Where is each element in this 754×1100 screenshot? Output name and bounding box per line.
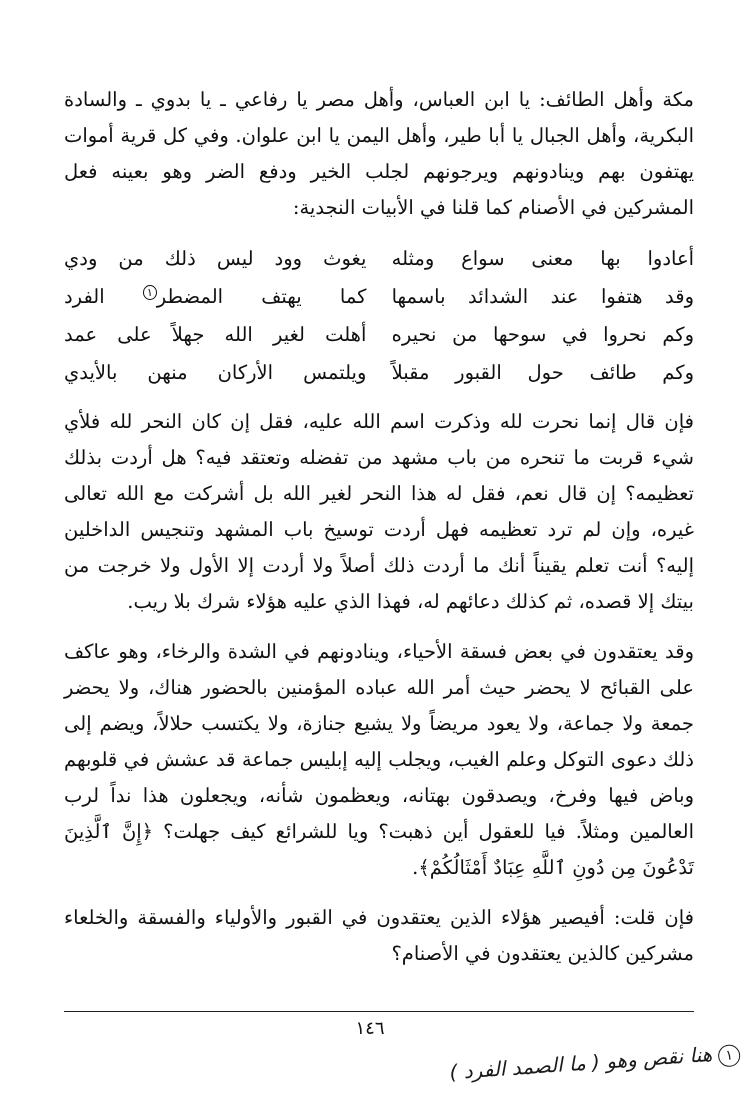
- verse-second-hemistich: [64, 278, 366, 316]
- verse-row: [64, 240, 694, 278]
- verse-text: الفرد: [64, 285, 105, 308]
- verse-text: كما يهتف المضطر: [156, 285, 367, 308]
- handwritten-footnote: [360, 1040, 741, 1092]
- verse-row: [64, 354, 694, 392]
- footnote-divider: [64, 1011, 694, 1012]
- verse-first-hemistich: وكم طائف حول القبور مقبلاً: [391, 361, 694, 384]
- verse-row: [64, 316, 694, 354]
- footnote-marker: ١: [143, 285, 157, 300]
- verse-first-hemistich: أعادوا بها معنى سواع ومثله: [391, 247, 694, 270]
- verse-row: [64, 278, 694, 316]
- paragraph-sacrifice: فإن قال إنما نحرت لله وذكرت اسم الله عليه، فقل إن كان النحر لله فلأي شيء قربت ما تنحره من باب مشهد من تفضله وتعتقد فيه؟ هل أردت بذلك تعظيمه؟ إن قال نعم، فقل له هذا النحر لغير الله بل أشركت مع الله تعالى غيره، وإن لم ترد تعظيمه فهل أردت توسيخ باب المشهد وتنجيس الداخلين إليه؟ أنت تعلم يقيناً أنك ما أردت ذلك أصلاً ولا أردت إلا الأول ولا خرجت من بيتك إلا قصده، ثم كذلك دعائهم له، فهذا الذي عليه هؤلاء شرك بلا ريب.: [64, 410, 694, 613]
- verse-first-hemistich: وقد هتفوا عند الشدائد باسمها: [391, 285, 694, 308]
- verse-second-hemistich: ويلتمس الأركان منهن بالأيدي: [64, 361, 367, 384]
- verse-second-hemistich: أهلت لغير الله جهلاً على عمد: [64, 323, 367, 346]
- paragraph-living-sinners: وقد يعتقدون في بعض فسقة الأحياء، وينادونهم في الشدة والرخاء، وهو عاكف على القبائح لا يحضر حيث أمر الله عباده المؤمنين بالحضور هناك، ولا يحضر جمعة ولا جماعة، ولا يعود مريضاً ولا يشيع جنازة، ولا يكتسب حلالاً، ويضم إلى ذلك دعوى التوكل وعلم الغيب، ويجلب إليه إبليس جماعة قد عشش في قلوبهم وباض فيها وفرخ، ويصدقون بهتانه، ويعظمون شأنه، ويجعلون هذا نداً لرب العالمين ومثلاً. فيا للعقول أين ذهبت؟ ويا للشرائع كيف جهلت؟ ﴿إِنَّ ٱلَّذِينَ تَدْعُونَ مِن دُونِ ٱللَّهِ عِبَادٌ أَمْثَالُكُمْ﴾.: [64, 640, 694, 879]
- handwritten-text: هنا نقص وهو ( ما الصمد الفرد ): [448, 1041, 713, 1085]
- document-page: [64, 82, 694, 986]
- poem-verses: [64, 240, 694, 392]
- verse-second-hemistich: يغوث وود ليس ذلك من ودي: [64, 247, 367, 270]
- footnote-number: ١: [717, 1044, 740, 1067]
- paragraph-question: فإن قلت: أفيصير هؤلاء الذين يعتقدون في القبور والأولياء والفسقة والخلعاء مشركين كالذين يعتقدون في الأصنام؟: [64, 906, 694, 965]
- verse-first-hemistich: وكم نحروا في سوحها من نحيره: [391, 323, 694, 346]
- page-number: ١٤٦: [355, 1018, 385, 1039]
- paragraph-intro: مكة وأهل الطائف: يا ابن العباس، وأهل مصر يا رفاعي ـ يا بدوي ـ والسادة البكرية، وأهل الجبال يا أبا طير، وأهل اليمن يا ابن علوان. وفي كل قرية أموات يهتفون بهم وينادونهم ويرجونهم لجلب الخير ودفع الضر وهو بعينه فعل المشركين في الأصنام كما قلنا في الأبيات النجدية:: [64, 88, 694, 219]
